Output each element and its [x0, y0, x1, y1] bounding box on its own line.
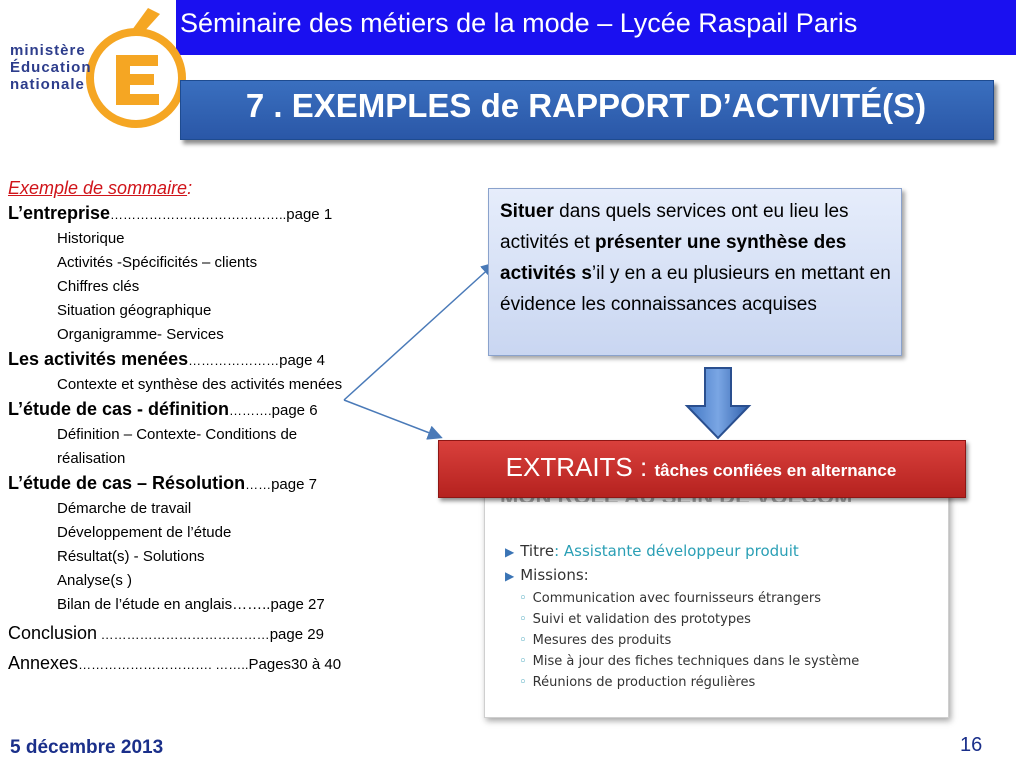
mission-item: ◦ Suivi et validation des prototypes [519, 612, 751, 627]
circle-bullet-icon: ◦ [519, 633, 527, 648]
slide-title: 7 . EXEMPLES de RAPPORT D’ACTIVITÉ(S) [245, 87, 927, 124]
circle-bullet-icon: ◦ [519, 591, 527, 606]
bullet-icon: ▶ [505, 569, 515, 583]
section-entreprise: L’entreprise…………………………………..page 1 [8, 203, 333, 223]
sub-item: Chiffres clés [57, 278, 140, 295]
footer-date: 5 décembre 2013 [10, 737, 164, 758]
sub-item: Historique [57, 230, 125, 247]
section-activites: Les activités menées…………………page 4 [8, 349, 325, 369]
mission-item: ◦ Mesures des produits [519, 633, 672, 648]
header-banner-text: Séminaire des métiers de la mode – Lycée Raspail Paris [180, 8, 858, 38]
sub-item: Développement de l’étude [57, 524, 232, 541]
mission-item: ◦ Réunions de production régulières [519, 675, 756, 690]
circle-bullet-icon: ◦ [519, 654, 527, 669]
extract-content [505, 540, 935, 693]
situer-text: Situer dans quels services ont eu lieu les activités et présenter une synthèse des activités s’il y en a eu plusieurs en mettant en évidence les connaissances acquises [500, 201, 891, 315]
extraits-title: EXTRAITS : tâches confiées en alternance [505, 452, 897, 482]
sub-item: Situation géographique [57, 302, 212, 319]
section-etude-resolution: L’étude de cas – Résolution……page 7 [8, 473, 317, 493]
sub-item: Analyse(s ) [57, 572, 133, 589]
bullet-icon: ▶ [505, 545, 515, 559]
circle-bullet-icon: ◦ [519, 612, 527, 627]
mission-item: ◦ Mise à jour des fiches techniques dans le système [519, 654, 860, 669]
section-annexes: Annexes…………………………. ……..Pages30 à 40 [8, 653, 342, 673]
sub-item: Bilan de l’étude en anglais……..page 27 [57, 596, 325, 613]
section-conclusion: Conclusion …………………………………page 29 [8, 623, 324, 643]
sub-item: Activités -Spécificités – clients [57, 254, 258, 271]
section-etude-definition: L’étude de cas - définition……….page 6 [8, 399, 318, 419]
sub-item: Définition – Contexte- Conditions de réalisation [57, 426, 298, 467]
circle-bullet-icon: ◦ [519, 675, 527, 690]
sommaire-heading: Exemple de sommaire: [8, 178, 193, 198]
page-number: 16 [960, 734, 983, 756]
sub-item: Démarche de travail [57, 500, 192, 517]
sommaire [8, 178, 428, 677]
sub-item: Résultat(s) - Solutions [57, 548, 205, 565]
logo-line-2: Éducation [10, 59, 92, 76]
sub-item: Contexte et synthèse des activités menées [57, 376, 343, 393]
mission-item: ◦ Communication avec fournisseurs étrangers [519, 591, 821, 606]
missions-line: ▶ Missions: [505, 566, 589, 584]
titre-line: ▶ Titre: Assistante développeur produit [505, 542, 799, 560]
logo-line-1: ministère [10, 42, 86, 59]
logo-line-3: nationale [10, 76, 85, 93]
sub-item: Organigramme- Services [57, 326, 224, 343]
down-arrow-icon [683, 366, 753, 440]
